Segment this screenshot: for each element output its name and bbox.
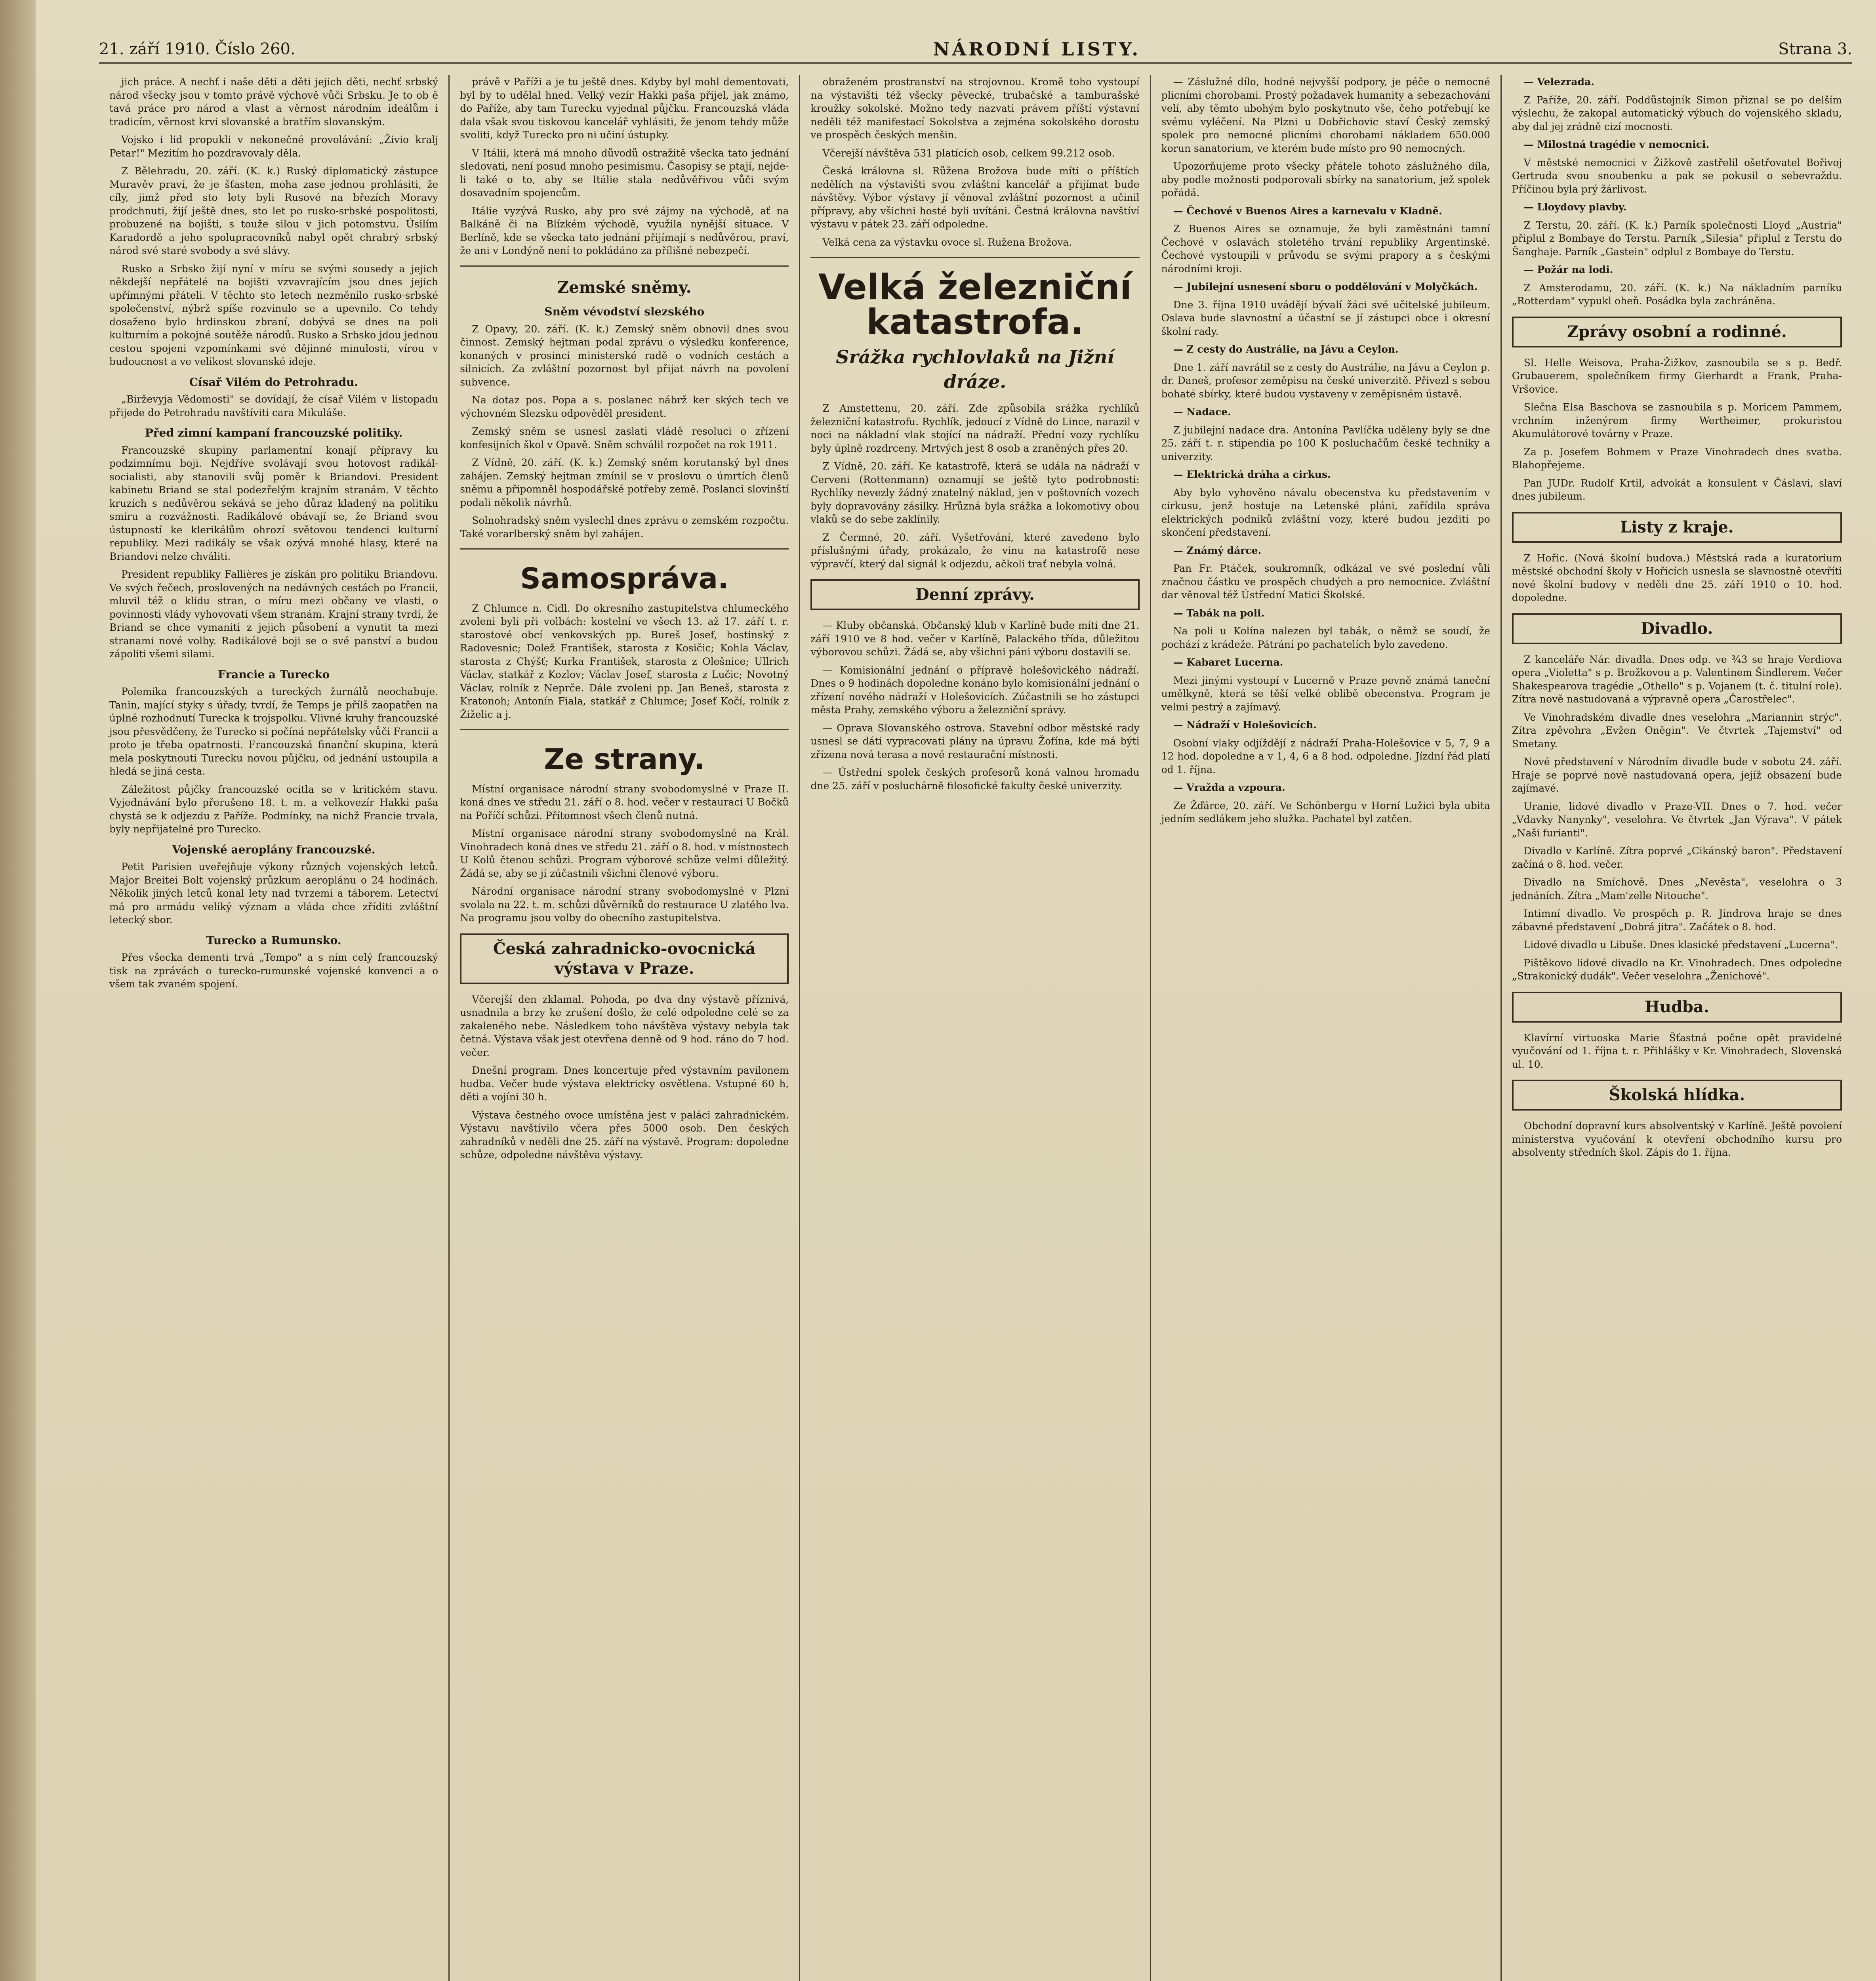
item-heading: — Vražda a vzpoura.: [1173, 782, 1285, 793]
item-heading: — Známý dárce.: [1173, 544, 1262, 556]
paragraph: Pan JUDr. Rudolf Krtil, advokát a konsulent v Čáslavi, slaví dnes jubileum.: [1512, 477, 1842, 502]
paragraph: Velká cena za výstavku ovoce sl. Ružena Brožova.: [822, 236, 1072, 248]
paragraph: Divadlo na Smíchově. Dnes „Nevěsta", veselohra o 3 jednáních. Zítra „Mam'zelle Nitouche".: [1512, 876, 1842, 901]
headline: Velká železniční katastrofa.: [818, 267, 1132, 342]
paragraph: Ve Vinohradském divadle dnes veselohra „Mariannin strýc". Zítra zpěvohra „Evžen Oněgin". Ve čtvrtek „Tajemství" od Smetany.: [1512, 711, 1842, 750]
paragraph: — Kluby občanská. Občanský klub v Karlíně bude míti dne 21. září 1910 ve 8 hod. večer v Karlíně, Palackého třída, důležitou výborovou schůzi. Žádá se, aby všichni páni výboru dostavili se.: [810, 620, 1140, 658]
paragraph: Upozorňujeme proto všecky přátele tohoto záslužného díla, aby podle možnosti podporovali sbírky na sanatorium, jež spolek pořádá.: [1161, 160, 1490, 198]
item-heading: — Lloydovy plavby.: [1523, 201, 1627, 213]
paragraph: President republiky Fallières je získán pro politiku Briandovu. Ve svých řečech, proslovených na nedávných cestách po Francii, mluvil též o klidu stran, o míru mezi občany ve vlasti, o povinnosti vlády vyhovovati všem stranám. Krajní strany tvrdí, že Briand se chce vymaniti z jejich působení a vynutit ta mezi stranami nové volby. Radikálové boji se o své panství a budou zápoliti všemi silami.: [109, 569, 438, 660]
column-2: [450, 75, 800, 1981]
section-heading-boxed: Divadlo.: [1512, 613, 1842, 644]
section-heading: Zemské sněmy.: [557, 278, 692, 297]
paragraph: Z jubilejní nadace dra. Antonína Pavlíčka uděleny byly se dne 25. září t. r. stipendia po 100 K posluchačům české techniky a univerzity.: [1161, 424, 1490, 462]
paragraph: Z Vídně, 20. září. Ke katastrofě, která se udála na nádraží v Cerveni (Rottenmann) oznamují se ještě tyto podrobnosti: Rychlíky nevezly žádný znatelný náklad, jen v poštovních vozech byly dopravovány zásilky. Hrůzná byla srážka a lokomotivy obou vlaků se do sebe zaklínily.: [810, 460, 1140, 525]
paragraph: Obchodní dopravní kurs absolventský v Karlíně. Ještě povolení ministerstva vyučování k otevření obchodního kursu pro absolventy středních škol. Zápis do 1. října.: [1512, 1120, 1842, 1158]
paragraph: Z Bělehradu, 20. září. (K. k.) Ruský diplomatický zástupce Muravěv praví, že je šťasten, moha zase jednou prohlásiti, že cíly, jimž před sto lety byli Rusové na březích Moravy prodchnuti, žijí ještě dnes, sto let po rusko-srbské pospolitosti, probuzené na bojišti, s touže silou v jich potomstvu. Úsilím Karadordě a jeho spolupracovníků nabyl opět chrabrý srbský národ své staré svobody a své slávy.: [109, 165, 438, 256]
section-heading: Samospráva.: [520, 562, 729, 595]
paragraph: Nové představení v Národním divadle bude v sobotu 24. září. Hraje se poprvé nově nastudovaná opera, jejíž obsazení bude zajímavé.: [1512, 756, 1842, 794]
paragraph: Z Amstettenu, 20. září. Zde způsobila srážka rychlíků železniční katastrofu. Rychlík, jedoucí z Vídně do Lince, narazil v noci na nákladní vlak stojící na nádraží. Přední vozy rychlíku byly úplně rozdrceny. Mrtvých jest 8 osob a zraněných přes 20.: [810, 403, 1140, 454]
item-heading: — Velezrada.: [1523, 76, 1594, 88]
paragraph: — Ústřední spolek českých profesorů koná valnou hromadu dne 25. září v posluchárně filosofické fakulty české univerzity.: [810, 767, 1140, 792]
paragraph: Dne 1. září navrátil se z cesty do Austrálie, na Jávu a Ceylon p. dr. Daneš, profesor zeměpisu na české univerzitě. Přivezl s sebou bohaté sbírky, které budou vystaveny v zeměpisném ústavě.: [1161, 361, 1490, 400]
paragraph: V Itálii, která má mnoho důvodů ostražitě všecka tato jednání sledovati, není posud mnoho pesimismu. Časopisy se ptají, nejde-li také o to, aby se Itálie stala nedůvěřivou vůči svým dosavadním spojencům.: [460, 147, 789, 198]
item-heading: — Tabák na poli.: [1173, 607, 1265, 619]
column-5: [1502, 75, 1852, 1981]
paragraph: Rusko a Srbsko žijí nyní v míru se svými sousedy a jejich někdejší nepřátelé na bojišti vzvavrajícím jsou dnes jejich upřímnými přáteli. V těchto sto letech nezměnilo rusko-srbské společenství, nýbrž spíše rozvinulo se a upevnilo. Co tehdy dosaženo bylo hrdinskou zbraní, dobývá se dnes na poli kulturním a pokojné soutěže národů. Rusko a Srbsko jdou jednou cestou spojeni vzpomínkami své dějinné minulosti, vírou v budoucnost a ve velikost slovanské ideje.: [109, 263, 438, 367]
paragraph: Vojsko i lid propukli v nekonečné provolávání: „Živio kralj Petar!" Mezitím ho pozdravovaly děla.: [109, 134, 438, 159]
paragraph: Místní organisace národní strany svobodomyslné v Praze II. koná dnes ve středu 21. září o 8. hod. večer v restauraci U Bočků na Poříčí schůzi. Přítomnost všech členů nutná.: [460, 783, 789, 821]
paragraph: Na poli u Kolína nalezen byl tabák, o němž se soudí, že pochází z krádeže. Pátrání po pachatelích bylo zavedeno.: [1161, 625, 1490, 650]
masthead: NÁRODNÍ LISTY.: [933, 38, 1141, 60]
item-heading: — Požár na lodi.: [1523, 264, 1613, 275]
paragraph: „Birževyja Vědomosti" se dovídají, že císař Vilém v listopadu přijede do Petrohradu navštíviti cara Mikuláše.: [109, 393, 438, 418]
paragraph: Včerejší den zklamal. Pohoda, po dva dny výstavě příznivá, usnadnila a brzy ke zrušení došlo, že celé odpoledne celé se za zakaleného nebe. Následkem toho návštěva výstavy nebyla tak četná. Výstava však jest otevřena denně od 9 hod. ráno do 7 hod. večer.: [460, 993, 789, 1058]
subheadline: Srážka rychlovlaků na Jižní dráze.: [836, 346, 1114, 392]
section-heading-boxed: Hudba.: [1512, 992, 1842, 1023]
paragraph: Z Čermné, 20. září. Vyšetřování, které zavedeno bylo příslušnými úřady, prokázalo, že vinu na katastrofě nese výpravčí, který dal signál k odjezdu, ačkoli trať nebyla volná.: [810, 531, 1140, 570]
paragraph: Z Opavy, 20. září. (K. k.) Zemský sněm obnovil dnes svou činnost. Zemský hejtman podal zprávu o výsledku konference, konaných v prosinci ministerské radě o vodních cestách a silnicích. Za zvláštní pozornost byl přijat návrh na povolení subvence.: [460, 323, 789, 388]
paragraph: jich práce. A nechť i naše děti a děti jejich děti, nechť srbský národ všecky jsou v tomto právě výchově vůči Srbsku. Je to ob ě tavá práce pro národ a vlast a věrnost národním ideálům i tradicím, věrnost krvi slovanské a bratřím slovanským.: [109, 76, 438, 128]
paragraph: — Oprava Slovanského ostrova. Stavební odbor městské rady usnesl se dáti vypracovati plány na úpravu Žofína, kde má býti zřízena nová terasa a nové restaurační místnosti.: [810, 722, 1140, 760]
paragraph: Z Chlumce n. Cidl. Do okresního zastupitelstva chlumeckého zvoleni byli při volbách: kostelní ve všech 13. až 17. září t. r. starostové obcí venkovských pp. Bureš Josef, hostinský z Radovesnic; Dolež František, starosta z Kosičic; Kohla Václav, starosta z Chýšť; Kurka František, starosta z Olešnice; Ullrich Václav, statkář z Kozlov; Václav Josef, starosta z Lučic; Novotný Václav, rolník z Neprče. Dále zvoleni pp. Jan Beneš, starosta z Kratonoh; Antonín Fiala, statkář z Chlumce; Josef Kočí, rolník z Žiželic a j.: [460, 602, 789, 720]
item-heading: — Čechové v Buenos Aires a karnevalu v Kladně.: [1173, 205, 1442, 217]
paragraph: Na dotaz pos. Popa a s. poslanec nábrž ker ských tech ve výchovném Slezsku odpověděl president.: [460, 394, 789, 419]
paragraph: Pan Fr. Ptáček, soukromník, odkázal ve své poslední vůli značnou částku ve prospěch chudých a pro nemocnice. Zvláštní dar věnoval též Ústřední Matici Školské.: [1161, 563, 1490, 601]
paragraph: Intimní divadlo. Ve prospěch p. R. Jindrova hraje se dnes zábavné představení „Dobrá jitra". Začátek o 8. hod.: [1512, 908, 1842, 933]
paragraph: obraženém prostranství na strojovnou. Kromě toho vystoupí na výstavišti též všecky pěvecké, trubačské a tamburašské kroužky sokolské. Možno tedy nazvati právem příští výstavní neděli též manifestací Sokolstva a zejména sokolského dorostu ve prospěch českých menšin.: [810, 76, 1140, 141]
page-edge: [0, 0, 36, 1981]
paragraph: Itálie vyzývá Rusko, aby pro své zájmy na východě, ať na Balkáně či na Blízkém východě, využila nynější situace. V Berlíně, kde se všecka tato jednání přijímají s nedůvěrou, praví, že ani v Londýně není to pokládáno za přílišné nebezpečí.: [460, 205, 789, 256]
section-heading-boxed: Česká zahradnicko-ovocnická výstava v Praze.: [460, 933, 789, 984]
paragraph: Ze Žďárce, 20. září. Ve Schönbergu v Horní Lužici byla ubita jedním sedlákem jeho služka. Pachatel byl zatčen.: [1161, 800, 1490, 824]
paragraph: Česká královna sl. Růžena Brožova bude míti o příštích nedělích na výstavišti svou zvláštní kancelář a přijímat bude návštěvy. Výbor výstavy jí věnoval zvláštní pozornost a učinil přípravy, aby všichni hosté byli uvítáni. Čestná královna navštíví výstavu v pátek 23. září odpoledne.: [810, 165, 1140, 230]
article-heading: Před zimní kampaní francouzské politiky.: [145, 426, 403, 440]
item-heading: — Nadace.: [1173, 406, 1231, 418]
item-heading: — Nádraží v Holešovicích.: [1173, 719, 1317, 731]
paragraph: Mezi jinými vystoupí v Lucerně v Praze pevně známá taneční umělkyně, která se těší velké oblibě obecenstva. Program je velmi pestrý a zajímavý.: [1161, 674, 1490, 713]
paragraph: Z Paříže, 20. září. Poddůstojník Simon přiznal se po delším výslechu, že zakopal automatický výbuch do vojenského skladu, aby dal jej zrádně cizí mocnosti.: [1512, 94, 1842, 132]
page-number: Strana 3.: [1778, 40, 1852, 58]
paragraph: Uranie, lidové divadlo v Praze-VII. Dnes o 7. hod. večer „Vdavky Nanynky", veselohra. Ve čtvrtek „Jan Výrava". V pátek „Naši furianti".: [1512, 800, 1842, 839]
paragraph: Z Terstu, 20. září. (K. k.) Parník společnosti Lloyd „Austria" připlul z Bombaye do Terstu. Parník „Silesia" připlul z Terstu do Šanghaje. Parník „Gastein" odplul z Bombaye do Terstu.: [1512, 219, 1842, 258]
paragraph: Solnohradský sněm vyslechl dnes zprávu o zemském rozpočtu. Také vorarlberský sněm byl zahájen.: [460, 515, 789, 540]
divider: [460, 265, 789, 267]
paragraph: Včerejší návštěva 531 platících osob, celkem 99.212 osob.: [822, 147, 1115, 159]
section-heading-boxed: Školská hlídka.: [1512, 1080, 1842, 1111]
paragraph: Přes všecka dementi trvá „Tempo" a s ním celý francouzský tisk na zprávách o turecko-rumunské vojenské konvenci a o všem tak zvaném spojení.: [109, 952, 438, 990]
item-heading: — Milostná tragédie v nemocnici.: [1523, 139, 1710, 150]
paragraph: — Záslužné dílo, hodné nejvyšší podpory, je péče o nemocné plicními chorobami. Prostý požadavek humanity a sebezachování velí, aby těmto ubohým bylo poskytnuto vše, čeho potřebují ke svému vyléčení. Na Plzni u Dobřichovic staví Český zemský spolek pro nemocné plicními chorobami nákladem 650.000 korun sanatorium, ve kterém bude místo pro 90 nemocných.: [1161, 76, 1490, 154]
paragraph: Místní organisace národní strany svobodomyslné na Král. Vinohradech koná dnes ve středu 21. září o 8. hod. v místnostech U Kolů čtenou schůzi. Program výborové schůze velmi důležitý. Žádá se, aby se jí zúčastnili všichni členové výboru.: [460, 828, 789, 879]
paragraph: Divadlo v Karlíně. Zítra poprvé „Cikánský baron". Představení začíná o 8. hod. večer.: [1512, 845, 1842, 870]
article-heading: Vojenské aeroplány francouzské.: [172, 843, 376, 856]
section-subheading: Sněm vévodství slezského: [544, 305, 705, 319]
paragraph: — Komisionální jednání o přípravě holešovického nádraží. Dnes o 9 hodinách dopoledne konáno bylo komisionální jednání o zřízení nového nádraží v Holešovicích. Zúčastnili se ho zástupci města Prahy, zemského výboru a železniční správy.: [810, 664, 1140, 716]
section-heading-boxed: Listy z kraje.: [1512, 512, 1842, 543]
paragraph: Zemský sněm se usnesl zaslati vládě resoluci o zřízení konfesijních škol v Opavě. Sněm schválil rozpočet na rok 1911.: [460, 426, 789, 450]
item-heading: — Kabaret Lucerna.: [1173, 657, 1283, 668]
article-heading: Turecko a Rumunsko.: [206, 933, 341, 947]
paragraph: právě v Paříži a je tu ještě dnes. Kdyby byl mohl dementovati, byl by to udělal hned. Velký vezír Hakki paša přijel, jak známo, do Paříže, aby tam Turecku vyjednal půjčku. Francouzská vláda dala však svou tiskovou kancelář vyhlásiti, že jenom tehdy může svoliti, když Turecko pro ni učiní ústupky.: [460, 76, 789, 141]
paragraph: Lidové divadlo u Libuše. Dnes klasické představení „Lucerna".: [1523, 939, 1838, 950]
paragraph: Za p. Josefem Bohmem v Praze Vinohradech dnes svatba. Blahopřejeme.: [1512, 446, 1842, 471]
paragraph: Z Amsterodamu, 20. září. (K. k.) Na nákladním parníku „Rotterdam" vypukl oheň. Posádka byla zachráněna.: [1512, 282, 1842, 307]
section-heading-boxed: Denní zprávy.: [810, 579, 1139, 610]
paragraph: Dne 3. října 1910 uvádějí bývalí žáci své učitelské jubileum. Oslava bude slavnostní a účastní se jí zástupci obce i okresní školní rady.: [1161, 299, 1490, 337]
paragraph: Národní organisace národní strany svobodomyslné v Plzni svolala na 22. t. m. schůzi důvěrníků do restaurace U zlatého lva. Na programu jsou volby do obecního zastupitelstva.: [460, 886, 789, 924]
article-heading: Francie a Turecko: [218, 668, 330, 681]
column-1: [99, 75, 450, 1981]
paragraph: Z Buenos Aires se oznamuje, že byli zaměstnáni tamní Čechové v oslavách stoletého trvání republiky Argentinské. Čechové vystoupili v průvodu se svými prapory a s českými národními kroji.: [1161, 223, 1490, 275]
paragraph: Klavírní virtuoska Marie Šťastná počne opět pravidelné vyučování od 1. října t. r. Přihlášky v Kr. Vinohradech, Slovenská ul. 10.: [1512, 1032, 1842, 1070]
running-header: [99, 36, 1852, 64]
column-4: [1151, 75, 1502, 1981]
article-heading: Císař Vilém do Petrohradu.: [189, 375, 358, 389]
paragraph: Záležitost půjčky francouzské ocitla se v kritickém stavu. Vyjednávání bylo přerušeno 18. t. m. a velkovezír Hakki paša chystá se k odjezdu z Paříže. Podmínky, na nichž Francie trvala, byly nepřijatelné pro Turecko.: [109, 783, 438, 835]
item-heading: — Jubilejní usnesení sboru o poddělování v Molyčkách.: [1173, 281, 1478, 292]
divider: [810, 257, 1139, 258]
paragraph: Výstava čestného ovoce umístěna jest v paláci zahradnickém. Výstavu navštívilo včera přes 5000 osob. Den českých zahradníků v neděli dne 25. září na výstavě. Program: dopoledne schůze, odpoledne návštěva výstavy.: [460, 1109, 789, 1161]
column-3: [800, 75, 1151, 1981]
paragraph: Petit Parisien uveřejňuje výkony různých vojenských letců. Major Breitei Bolt vojenský průzkum aeroplánu o 24 hodinách. Několik jiných letců konal lety nad tvrzemi a táborem. Letectví má pro armádu veliký význam a vláda chce zříditi zvláštní letecký sbor.: [109, 861, 438, 926]
paragraph: Dnešní program. Dnes koncertuje před výstavním pavilonem hudba. Večer bude výstava elektricky osvětlena. Vstupné 60 h, děti a vojíni 30 h.: [460, 1065, 789, 1103]
paragraph: Z kanceláře Nár. divadla. Dnes odp. ve ¾3 se hraje Verdiova opera „Violetta" s p. Brožkovou a p. Valentinem Šindlerem. Večer Shakespearova tragédie „Othello" s p. Vojanem (t. č. titulní role). Zítra nově nastudovaná a výpravně opera „Čarostřelec".: [1512, 653, 1842, 705]
paragraph: Sl. Helle Weisova, Praha-Žižkov, zasnoubila se s p. Bedř. Grubauerem, společníkem firmy Gierhardt a Frank, Praha-Vršovice.: [1512, 357, 1842, 395]
item-heading: — Z cesty do Austrálie, na Jávu a Ceylon.: [1173, 344, 1399, 355]
section-heading: Ze strany.: [544, 742, 705, 776]
paragraph: V městské nemocnici v Žižkově zastřelil ošetřovatel Bořivoj Gertruda svou snoubenku a pak se pokusil o sebevraždu. Příčinou byla prý žárlivost.: [1512, 156, 1842, 195]
item-heading: — Elektrická dráha a cirkus.: [1173, 469, 1331, 480]
paragraph: Pištěkovo lidové divadlo na Kr. Vinohradech. Dnes odpoledne „Strakonický dudák". Večer veselohra „Ženichové".: [1512, 957, 1842, 982]
paragraph: Z Hořic. (Nová školní budova.) Městská rada a kuratorium městské obchodní školy v Hořicích usnesla se slavnostně otevříti nové školní budovy v neděli dne 25. září 1910 o 10. hod. dopoledne.: [1512, 552, 1842, 603]
paragraph: Slečna Elsa Baschova se zasnoubila s p. Moricem Pammem, vrchním inženýrem firmy Wertheimer, prokuristou Akumulátorové továrny v Praze.: [1512, 401, 1842, 439]
paragraph: Aby bylo vyhověno návalu obecenstva ku představením v cirkusu, jenž hostuje na Letenské pláni, zařídila správa elektrických podniků zvláštní vozy, které budou jezditi po skončení představení.: [1161, 487, 1490, 538]
paragraph: Polemika francouzských a tureckých žurnálů neochabuje. Tanin, mající styky s úřady, tvrdí, že Temps je přílš zaopatřen na úplné rozhodnutí Turecka k trojspolku. Vlivné kruhy francouzské jsou přesvědčeny, že Turecko si počíná nepřátelsky vůči Francii a proto je třeba opatrnosti. Francouzská finanční skupina, která mela poskytnouti Turecku novou půjčku, od jednání ustoupila a hledá se jiná cesta.: [109, 686, 438, 777]
section-heading-boxed: Zprávy osobní a rodinné.: [1512, 317, 1842, 347]
paragraph: Osobní vlaky odjíždějí z nádraží Praha-Holešovice v 5, 7, 9 a 12 hod. dopoledne a v 1, 4, 6 a 8 hod. odpoledne. Jízdní řád platí od 1. října.: [1161, 737, 1490, 775]
divider: [460, 548, 789, 550]
paragraph: Francouzské skupiny parlamentní konají přípravy ku podzimnímu boji. Nejdříve svolávají svou hotovost radikál-socialisti, aby stanovili svůj poměr k Briandovi. President kabinetu Briand se stal podezřelým krajním stranám. V těchto kruzích s nedůvěrou sekává se jeho důraz kladený na politiku smíru a rozvážnosti. Radikálové obávají se, že Briand svou ústupností ke klerikálům ohrozí světovou tendenci kulturní republiky. Mezi radikály se však ozývá mnohé hlasy, které na Briandovi nelze chváliti.: [109, 444, 438, 562]
paragraph: Z Vídně, 20. září. (K. k.) Zemský sněm korutanský byl dnes zahájen. Zemský hejtman zmínil se v proslovu o úmrtích členů sněmu a připomněl hospodářské potřeby země. Poslanci slovinští podali několik návrhů.: [460, 457, 789, 508]
divider: [460, 729, 789, 730]
issue-date: 21. září 1910. Číslo 260.: [99, 40, 296, 58]
columns: [99, 75, 1852, 1981]
